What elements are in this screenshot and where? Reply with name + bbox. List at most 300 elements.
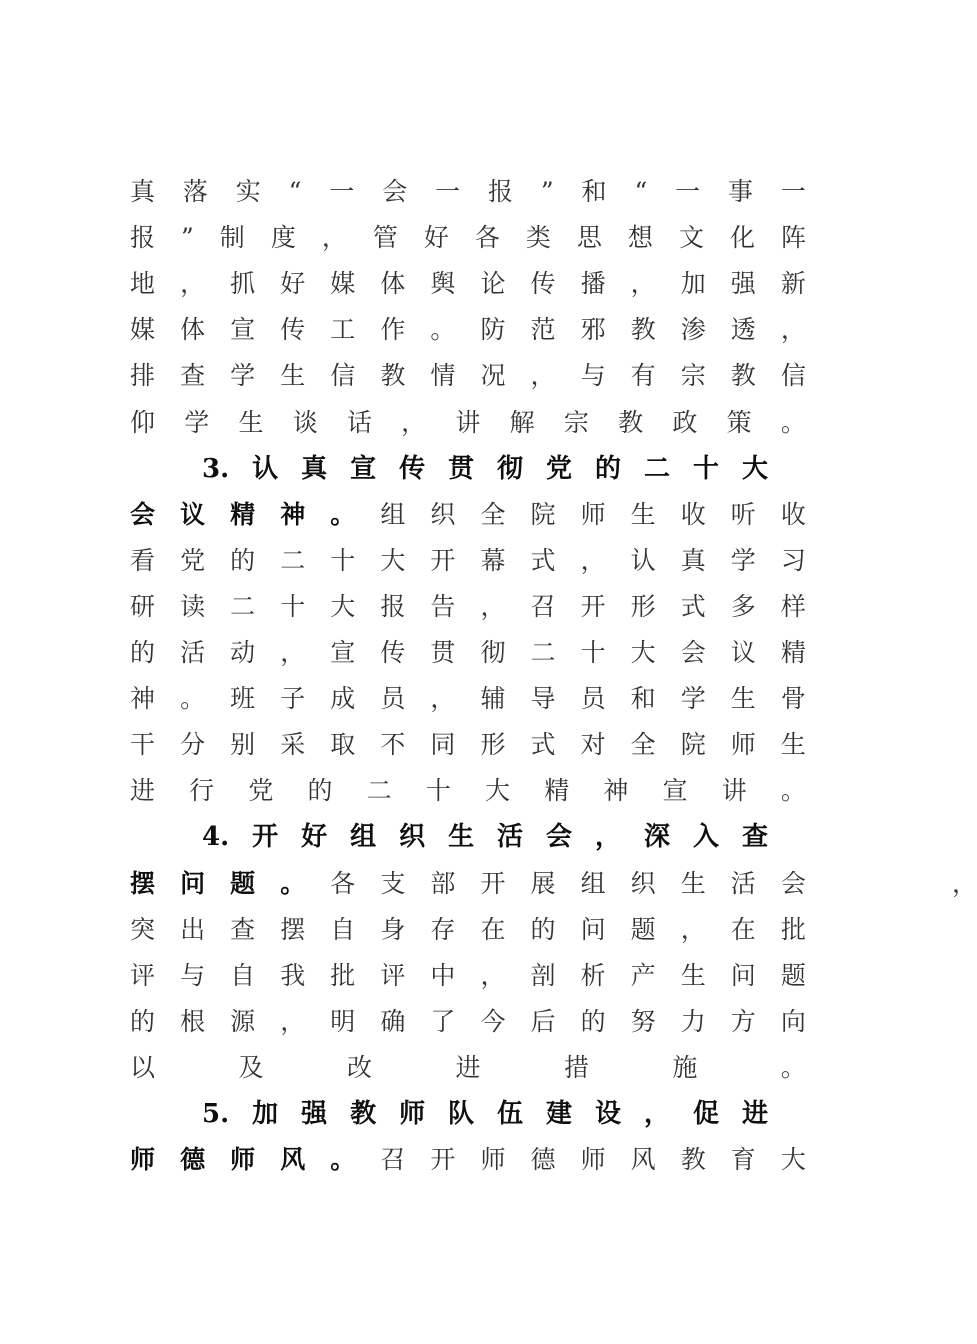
text-char: 好 <box>280 269 306 299</box>
text-char: 。 <box>780 1052 806 1082</box>
text-char: 行 <box>189 776 215 806</box>
text-char: 风 <box>630 1145 656 1175</box>
text-char: 认 <box>630 545 656 575</box>
text-char: 看 <box>130 545 156 575</box>
text-char: “ <box>288 177 302 206</box>
text-char: 实 <box>235 177 261 206</box>
text-char: 十 <box>425 776 451 806</box>
text-char: 宣 <box>662 776 688 806</box>
text-char: 事 <box>727 177 753 206</box>
text-char: 活 <box>730 868 756 898</box>
text-char: 信 <box>780 361 806 391</box>
text-char: 不 <box>380 730 406 760</box>
text-char: 有 <box>630 361 656 391</box>
text-char: ” <box>540 177 554 206</box>
text-char: 的 <box>307 776 333 806</box>
heading-char: 贯 <box>448 453 475 484</box>
text-char: 源 <box>230 1006 256 1036</box>
text-char: 评 <box>380 960 406 990</box>
text-char: 神 <box>130 684 156 714</box>
text-char: 取 <box>330 730 356 760</box>
text-char: ， <box>280 638 306 667</box>
text-char: 大 <box>630 638 656 667</box>
text-char: 管 <box>372 223 398 253</box>
text-char: 精 <box>230 499 256 529</box>
text-char: 强 <box>730 269 756 299</box>
text-char: 党 <box>248 776 274 806</box>
text-char: 报 <box>488 177 514 206</box>
heading-char: 教 <box>350 1099 377 1129</box>
text-char: 召 <box>530 591 556 621</box>
text-char: 舆 <box>430 269 456 299</box>
text-char: 员 <box>580 684 606 714</box>
text-char: 在 <box>730 914 756 944</box>
text-char: 的 <box>580 1006 606 1036</box>
heading-char: 织 <box>399 822 426 853</box>
heading-char: 好 <box>301 822 328 853</box>
text-char: 织 <box>630 868 656 898</box>
text-char: 各 <box>474 223 500 253</box>
text-char: 十 <box>580 638 606 667</box>
text-char: 开 <box>430 1145 456 1175</box>
text-char: 一 <box>329 177 355 206</box>
paragraph-line <box>130 676 830 722</box>
heading-char: 的 <box>595 453 622 484</box>
text-char: 二 <box>280 545 306 575</box>
heading-char: 宣 <box>350 453 377 484</box>
text-char: 类 <box>525 223 551 253</box>
text-char: 班 <box>230 684 256 714</box>
text-char: 真 <box>130 177 156 206</box>
text-char: 。 <box>330 1145 356 1175</box>
text-char: 播 <box>580 269 606 299</box>
heading-char: 二 <box>644 453 671 484</box>
text-char: 以 <box>130 1052 156 1082</box>
paragraph-line <box>130 538 830 584</box>
text-char: 贯 <box>430 638 456 667</box>
text-char: 育 <box>730 1145 756 1175</box>
text-char: 。 <box>780 776 806 806</box>
text-char: 大 <box>485 776 511 806</box>
text-char: 信 <box>330 361 356 391</box>
text-char: 神 <box>280 499 306 529</box>
text-char: 查 <box>230 914 256 944</box>
text-char: 会 <box>680 638 706 667</box>
text-char: 制 <box>219 223 245 253</box>
text-char: 真 <box>680 545 706 575</box>
text-char: 评 <box>130 960 156 990</box>
paragraph-line <box>130 861 977 907</box>
text-char: 自 <box>230 960 256 990</box>
text-char: 生 <box>680 868 706 898</box>
section-heading <box>130 1091 830 1137</box>
text-char: 分 <box>180 730 206 760</box>
text-char: 议 <box>180 499 206 529</box>
text-char: 全 <box>630 730 656 760</box>
text-char: 德 <box>530 1145 556 1175</box>
text-char: 谈 <box>292 407 318 437</box>
text-char: 十 <box>330 545 356 575</box>
text-char: 度 <box>270 223 296 253</box>
text-char: ， <box>321 223 347 253</box>
section-heading <box>130 814 830 860</box>
text-char: 了 <box>430 1006 456 1036</box>
text-char: 开 <box>430 545 456 575</box>
text-char: ， <box>530 361 556 391</box>
text-char: 剖 <box>530 960 556 990</box>
text-char: 仰 <box>130 407 156 437</box>
heading-char: 彻 <box>497 453 524 484</box>
paragraph-line <box>130 1137 830 1183</box>
text-char: 召 <box>380 1145 406 1175</box>
text-char: 我 <box>280 960 306 990</box>
text-char: 明 <box>330 1006 356 1036</box>
text-char: 神 <box>603 776 629 806</box>
text-char: 听 <box>730 499 756 529</box>
heading-char: 认 <box>252 453 279 484</box>
text-char: 彻 <box>480 638 506 667</box>
text-char: 传 <box>280 315 306 345</box>
text-char: 活 <box>180 638 206 667</box>
text-char: 体 <box>180 315 206 345</box>
text-char: ， <box>430 684 456 714</box>
text-char: 批 <box>330 960 356 990</box>
text-char: 德 <box>180 1145 206 1175</box>
text-char: 形 <box>480 730 506 760</box>
text-char: 采 <box>280 730 306 760</box>
text-char: 报 <box>130 223 156 253</box>
paragraph-line <box>130 999 830 1045</box>
text-char: 全 <box>480 499 506 529</box>
text-char: 组 <box>580 868 606 898</box>
text-char: 解 <box>509 407 535 437</box>
paragraph-line <box>130 215 830 261</box>
text-char: 党 <box>180 545 206 575</box>
text-char: 和 <box>630 684 656 714</box>
text-char: 教 <box>618 407 644 437</box>
heading-char: 传 <box>399 453 426 484</box>
text-char: 精 <box>544 776 570 806</box>
heading-char: ， <box>644 1099 671 1129</box>
text-char: 生 <box>730 684 756 714</box>
text-char: ， <box>401 407 427 437</box>
text-char: 子 <box>280 684 306 714</box>
text-char: 政 <box>672 407 698 437</box>
heading-char: 师 <box>399 1099 426 1129</box>
text-char: 读 <box>180 591 206 621</box>
heading-char: 真 <box>301 453 328 484</box>
text-char: 宣 <box>330 638 356 667</box>
heading-char: 设 <box>595 1099 622 1129</box>
text-char: 邪 <box>580 315 606 345</box>
paragraph-line <box>130 169 830 215</box>
text-char: 形 <box>630 591 656 621</box>
text-char: 开 <box>480 868 506 898</box>
text-char: 员 <box>380 684 406 714</box>
paragraph-line <box>130 400 830 446</box>
text-char: 新 <box>780 269 806 299</box>
text-char: 院 <box>530 499 556 529</box>
paragraph-line <box>130 1045 830 1091</box>
text-char: 。 <box>330 499 356 529</box>
text-char: 及 <box>238 1052 264 1082</box>
text-char: ， <box>580 545 606 575</box>
text-char: 问 <box>180 868 206 898</box>
text-char: 。 <box>280 868 306 898</box>
heading-char: 十 <box>692 453 719 484</box>
heading-char: 3. <box>202 453 230 484</box>
text-char: 成 <box>330 684 356 714</box>
text-char: 防 <box>480 315 506 345</box>
text-char: 议 <box>730 638 756 667</box>
text-char: 习 <box>780 545 806 575</box>
text-char: 策 <box>726 407 752 437</box>
text-char: 问 <box>580 914 606 944</box>
text-char: 落 <box>182 177 208 206</box>
text-char: 收 <box>680 499 706 529</box>
text-char: 展 <box>530 868 556 898</box>
text-char: 。 <box>430 315 456 345</box>
text-char: 二 <box>230 591 256 621</box>
text-char: 自 <box>330 914 356 944</box>
text-char: 院 <box>680 730 706 760</box>
text-char: 收 <box>780 499 806 529</box>
text-char: 师 <box>580 1145 606 1175</box>
text-char: 一 <box>780 177 806 206</box>
text-char: 会 <box>382 177 408 206</box>
text-char: 会 <box>130 499 156 529</box>
heading-char: 队 <box>448 1099 475 1129</box>
text-char: 向 <box>780 1006 806 1036</box>
text-char: 式 <box>680 591 706 621</box>
text-char: 讲 <box>721 776 747 806</box>
heading-char: 会 <box>546 822 573 853</box>
text-char: 。 <box>780 407 806 437</box>
heading-char: 伍 <box>497 1099 524 1129</box>
text-char: 的 <box>130 1006 156 1036</box>
text-char: 施 <box>672 1052 698 1082</box>
text-char: 二 <box>366 776 392 806</box>
text-char: 的 <box>530 914 556 944</box>
text-char: 摆 <box>130 868 156 898</box>
text-char: 批 <box>780 914 806 944</box>
text-char: ， <box>630 269 656 299</box>
text-char: 各 <box>330 868 356 898</box>
heading-char: 党 <box>546 453 573 484</box>
text-char: 教 <box>630 315 656 345</box>
text-char: 学 <box>230 361 256 391</box>
text-char: 导 <box>530 684 556 714</box>
text-char: 媒 <box>130 315 156 345</box>
text-char: 与 <box>180 960 206 990</box>
text-char: 析 <box>580 960 606 990</box>
text-char: 精 <box>780 638 806 667</box>
text-char: 与 <box>580 361 606 391</box>
overhang-punctuation: ， <box>952 868 977 898</box>
text-char: 同 <box>430 730 456 760</box>
text-char: 教 <box>680 1145 706 1175</box>
text-char: 师 <box>730 730 756 760</box>
text-char: 师 <box>580 499 606 529</box>
text-char: ， <box>480 591 506 621</box>
text-char: 部 <box>430 868 456 898</box>
text-char: 大 <box>330 591 356 621</box>
text-char: 后 <box>530 1006 556 1036</box>
text-char: 生 <box>630 499 656 529</box>
text-char: 阵 <box>780 223 806 253</box>
text-char: 抓 <box>230 269 256 299</box>
paragraph-line <box>130 261 830 307</box>
text-char: 好 <box>423 223 449 253</box>
text-char: 措 <box>563 1052 589 1082</box>
text-char: 大 <box>780 1145 806 1175</box>
text-char: 师 <box>480 1145 506 1175</box>
heading-char: 大 <box>741 453 768 484</box>
text-char: 报 <box>380 591 406 621</box>
text-char: 开 <box>580 591 606 621</box>
text-char: 动 <box>230 638 256 667</box>
text-char: 一 <box>675 177 701 206</box>
text-char: 研 <box>130 591 156 621</box>
text-char: 摆 <box>280 914 306 944</box>
paragraph-line <box>130 630 830 676</box>
text-char: 工 <box>330 315 356 345</box>
text-char: 况 <box>480 361 506 391</box>
text-char: 宗 <box>563 407 589 437</box>
text-char: ， <box>680 914 706 944</box>
text-char: ， <box>180 269 206 299</box>
paragraph-line <box>130 722 830 768</box>
text-char: 干 <box>130 730 156 760</box>
text-char: ， <box>280 1006 306 1036</box>
text-char: 中 <box>430 960 456 990</box>
text-char: 根 <box>180 1006 206 1036</box>
text-char: 和 <box>581 177 607 206</box>
text-char: 骨 <box>780 684 806 714</box>
text-char: 幕 <box>480 545 506 575</box>
text-char: “ <box>634 177 648 206</box>
text-char: 一 <box>435 177 461 206</box>
text-char: 。 <box>180 684 206 714</box>
text-char: 支 <box>380 868 406 898</box>
paragraph-line <box>130 353 830 399</box>
text-char: 身 <box>380 914 406 944</box>
paragraph-line <box>130 492 830 538</box>
text-char: 师 <box>130 1145 156 1175</box>
text-char: 生 <box>280 361 306 391</box>
text-char: 学 <box>730 545 756 575</box>
heading-char: 组 <box>350 822 377 853</box>
text-char: 媒 <box>330 269 356 299</box>
heading-char: ， <box>595 822 622 853</box>
text-char: 传 <box>530 269 556 299</box>
heading-char: 4. <box>202 822 230 853</box>
text-char: 生 <box>238 407 264 437</box>
heading-char: 查 <box>741 822 768 853</box>
text-char: 化 <box>729 223 755 253</box>
text-char: 查 <box>180 361 206 391</box>
text-char: 别 <box>230 730 256 760</box>
text-char: 渗 <box>680 315 706 345</box>
text-char: 传 <box>380 638 406 667</box>
text-char: 情 <box>430 361 456 391</box>
heading-char: 生 <box>448 822 475 853</box>
text-char: 地 <box>130 269 156 299</box>
text-char: 会 <box>780 868 806 898</box>
text-char: 辅 <box>480 684 506 714</box>
heading-char: 促 <box>692 1099 719 1129</box>
text-char: 改 <box>346 1052 372 1082</box>
text-char: 组 <box>380 499 406 529</box>
text-char: 体 <box>380 269 406 299</box>
text-char: 方 <box>730 1006 756 1036</box>
text-char: 范 <box>530 315 556 345</box>
text-char: 力 <box>680 1006 706 1036</box>
text-char: 存 <box>430 914 456 944</box>
text-char: 今 <box>480 1006 506 1036</box>
text-char: ， <box>480 960 506 990</box>
paragraph-line <box>130 953 830 999</box>
text-char: 努 <box>630 1006 656 1036</box>
text-char: 大 <box>380 545 406 575</box>
text-char: 进 <box>455 1052 481 1082</box>
text-char: 题 <box>630 914 656 944</box>
text-char: 文 <box>678 223 704 253</box>
text-char: 进 <box>130 776 156 806</box>
text-char: 话 <box>346 407 372 437</box>
paragraph-line <box>130 584 830 630</box>
text-char: 问 <box>730 960 756 990</box>
paragraph-line <box>130 307 830 353</box>
text-char: 的 <box>230 545 256 575</box>
text-char: 生 <box>680 960 706 990</box>
heading-char: 活 <box>497 822 524 853</box>
text-char: 教 <box>730 361 756 391</box>
paragraph-line <box>130 907 830 953</box>
text-char: 教 <box>380 361 406 391</box>
text-char: 师 <box>230 1145 256 1175</box>
text-char: 织 <box>430 499 456 529</box>
heading-char: 加 <box>252 1099 279 1129</box>
text-char: 生 <box>780 730 806 760</box>
heading-char: 建 <box>546 1099 573 1129</box>
text-char: 学 <box>680 684 706 714</box>
text-char: 宣 <box>230 315 256 345</box>
text-char: 题 <box>780 960 806 990</box>
text-char: 样 <box>780 591 806 621</box>
text-char: 思 <box>576 223 602 253</box>
text-char: 突 <box>130 914 156 944</box>
heading-char: 5. <box>202 1099 230 1129</box>
text-char: 风 <box>280 1145 306 1175</box>
text-char: 论 <box>480 269 506 299</box>
text-char: 式 <box>530 545 556 575</box>
text-char: 对 <box>580 730 606 760</box>
text-char: 出 <box>180 914 206 944</box>
text-char: 想 <box>627 223 653 253</box>
text-char: 十 <box>280 591 306 621</box>
text-char: 排 <box>130 361 156 391</box>
text-char: ” <box>181 223 194 253</box>
text-char: 产 <box>630 960 656 990</box>
text-char: 讲 <box>455 407 481 437</box>
heading-char: 开 <box>252 822 279 853</box>
section-heading <box>130 446 830 492</box>
text-char: 多 <box>730 591 756 621</box>
text-char: 题 <box>230 868 256 898</box>
heading-char: 强 <box>301 1099 328 1129</box>
text-char: 式 <box>530 730 556 760</box>
